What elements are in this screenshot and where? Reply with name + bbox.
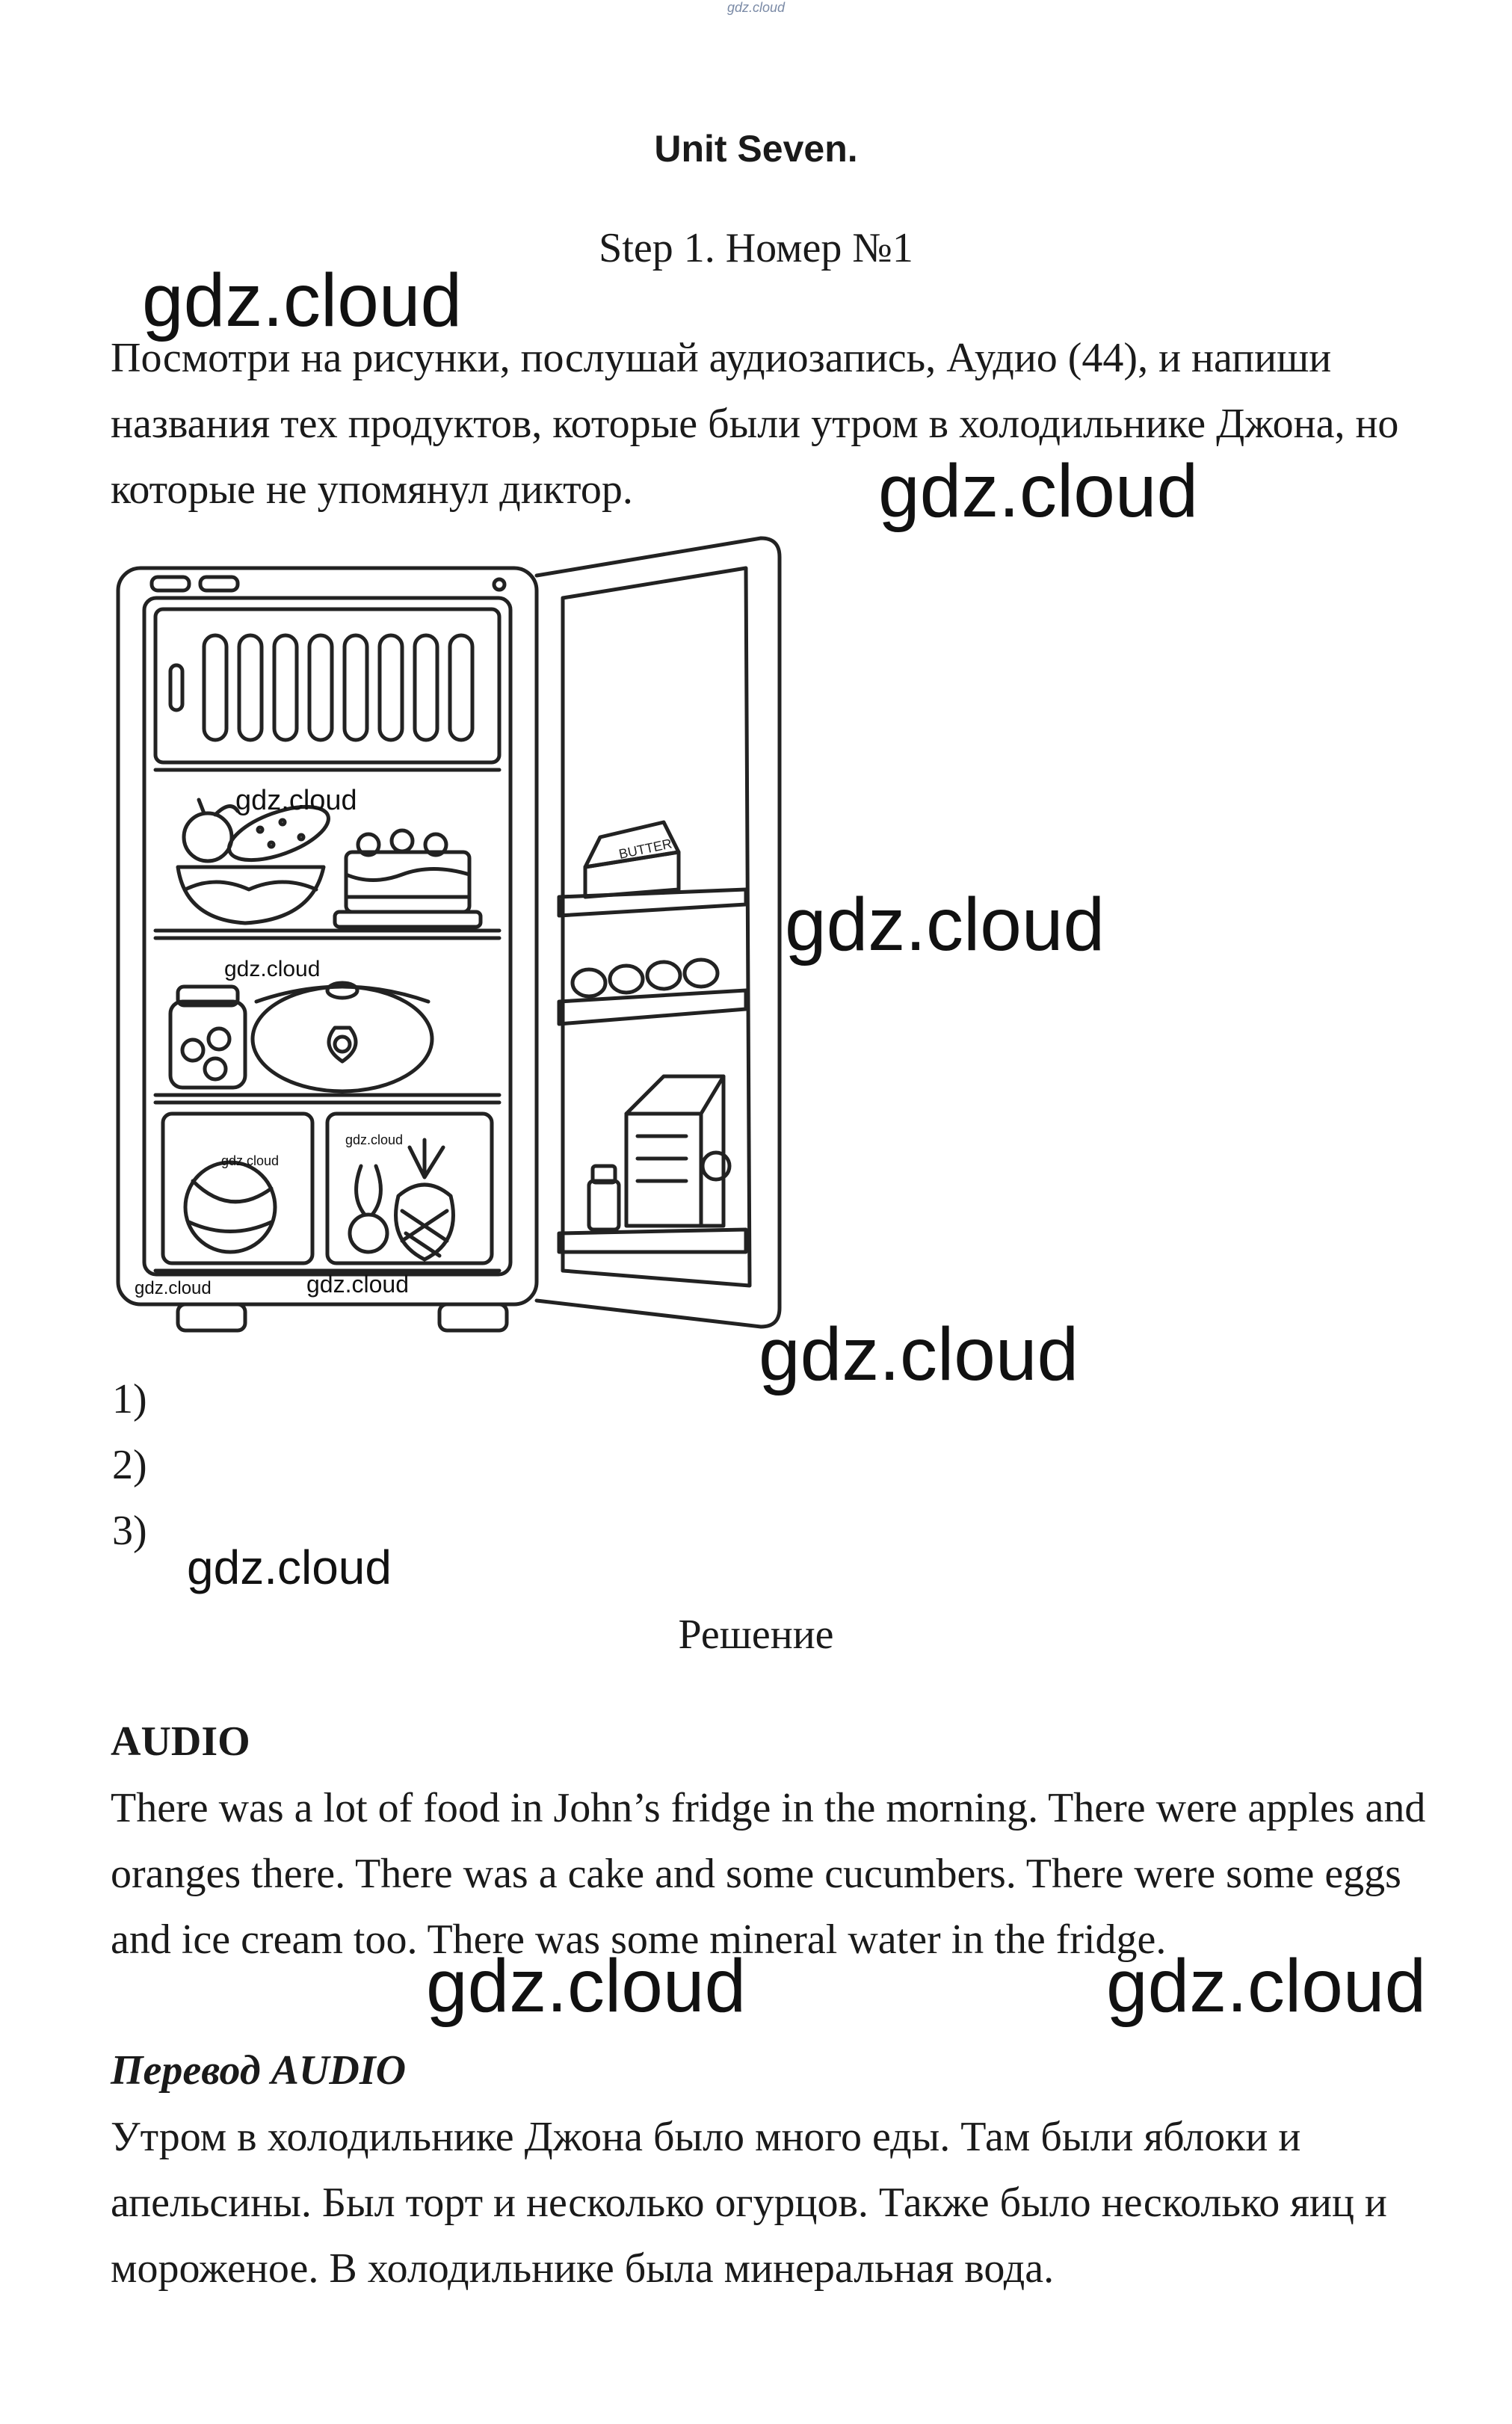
audio-heading: AUDIO <box>111 1718 250 1765</box>
bottle <box>589 1181 619 1230</box>
watermark: gdz.cloud <box>426 1944 747 2028</box>
apple <box>184 813 232 861</box>
translation-heading: Перевод AUDIO <box>111 2047 407 2094</box>
watermark: gdz.cloud <box>135 1278 212 1298</box>
fridge-door <box>537 538 780 1327</box>
watermark: gdz.cloud <box>221 1153 280 1168</box>
watermark: gdz.cloud <box>235 785 357 816</box>
task-text: Посмотри на рисунки, послушай аудиозапись, Аудио (44), и напиши названия тех продуктов, которые были утром в холодильнике Джона, но которые не упомянул диктор. <box>111 335 1399 513</box>
solution-label: Решение <box>678 1612 834 1658</box>
watermark: gdz.cloud <box>142 259 463 342</box>
watermark: gdz.cloud <box>785 883 1105 966</box>
pot <box>253 987 432 1091</box>
fridge-illustration <box>111 523 798 1360</box>
answer-number-3: 3) <box>112 1508 147 1554</box>
fruit-bowl <box>178 867 324 923</box>
answer-number-2: 2) <box>112 1442 147 1488</box>
butter-label: BUTTER <box>617 836 673 862</box>
melon <box>185 1162 275 1252</box>
watermark: gdz.cloud <box>187 1541 392 1594</box>
egg <box>647 962 680 989</box>
watermark: gdz.cloud <box>878 449 1199 533</box>
watermark: gdz.cloud <box>1106 1944 1427 2028</box>
watermark: gdz.cloud <box>306 1271 409 1298</box>
step-title: Step 1. Номер №1 <box>599 225 913 271</box>
translation-text: Утром в холодильнике Джона было много еды. Там были яблоки и апельсины. Был торт и несколько огурцов. Также было несколько яиц и мороженое. В холодильнике была минеральная вода. <box>111 2114 1387 2292</box>
egg <box>573 969 605 996</box>
pineapple <box>396 1185 454 1259</box>
watermark: gdz.cloud <box>345 1132 404 1147</box>
egg <box>685 960 718 987</box>
answer-number-1: 1) <box>112 1376 147 1422</box>
unit-title: Unit Seven. <box>654 128 858 170</box>
watermark: gdz.cloud <box>759 1313 1079 1396</box>
audio-text: There was a lot of food in John’s fridge in the morning. There were apples and oranges there. There was a cake and some cucumbers. There were some eggs and ice cream too. There was some mineral water in the fridge. <box>111 1785 1426 1963</box>
egg <box>610 966 643 993</box>
top-watermark: gdz.cloud <box>726 0 786 15</box>
left-drawer <box>163 1114 312 1263</box>
cake <box>346 852 469 912</box>
watermark: gdz.cloud <box>224 957 321 981</box>
